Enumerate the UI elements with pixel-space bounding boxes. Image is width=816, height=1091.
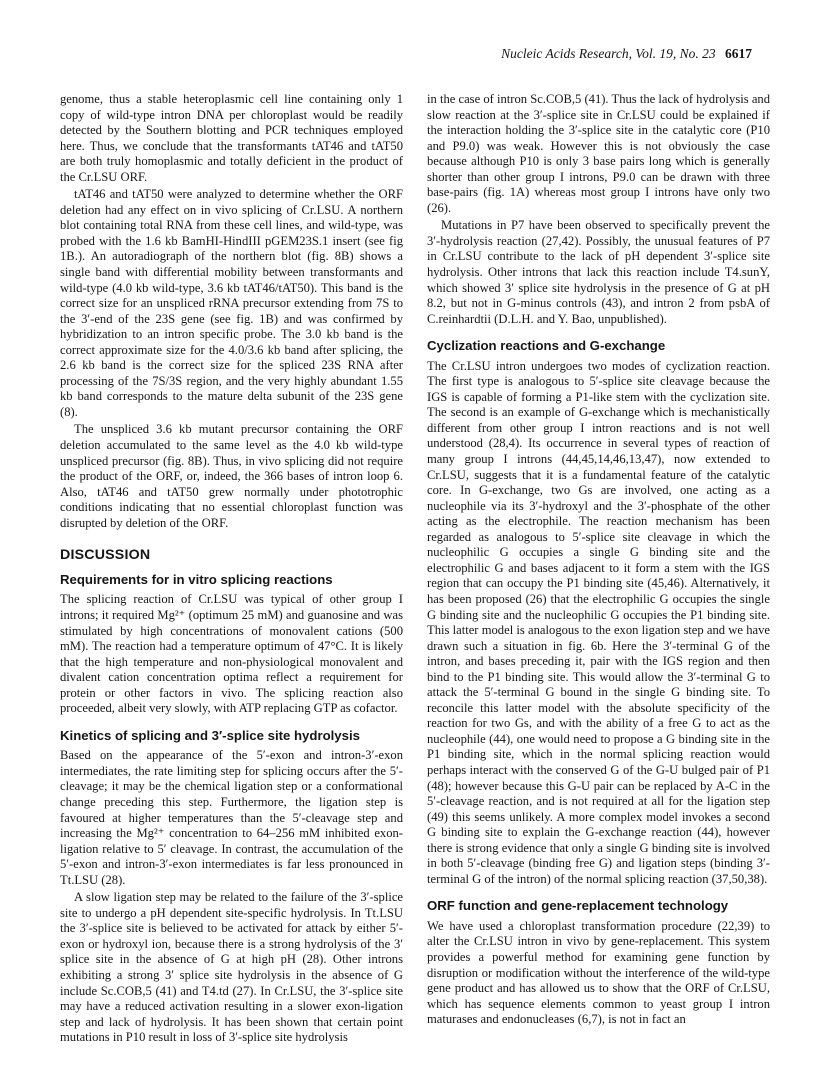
paragraph-slow-ligation: A slow ligation step may be related to the failure of the 3′-splice site to undergo a pH dependent site-specific hydrolysis. In Tt.LSU the 3′-splice site is believed to be activated for attack by either 5′-exon or hydroxyl ion, because there is a strong hydrolysis of the 3′ splice site in the absence of G at high pH (28). Other introns exhibiting a strong 3′ splice site hydrolysis in the absence of G include Sc.COB,5 (41) and T4.td (27). In Cr.LSU, the 3′-splice site may have a reduced activation resulting in a slower exon-ligation step and lack of hydrolysis. It has been shown that certain point mutations in P10 result in loss of 3′-splice site hydrolysis [60, 890, 403, 1045]
paragraph-hydrolysis-continued: in the case of intron Sc.COB,5 (41). Thus the lack of hydrolysis and slow reaction at the 3′-splice site in Cr.LSU could be explained if the interaction holding the 3′-splice site in the catalytic core (P10 and P9.0) was weak. However this is not obviously the case because although P10 is only 3 base pairs long which is generally shorter than other group I introns, P9.0 can be drawn with three base-pairs (fig. 1A) whereas most group I introns have only two (26). [427, 92, 770, 215]
requirements-heading: Requirements for in vitro splicing reactions [60, 571, 333, 587]
left-column [60, 92, 403, 1046]
orf-heading: ORF function and gene-replacement technology [427, 898, 729, 914]
paragraph-orf-deletion: The unspliced 3.6 kb mutant precursor containing the ORF deletion accumulated to the same level as the 4.0 kb wild-type unspliced precursor (fig. 8B). Thus, in vivo splicing did not require the product of the ORF, or, indeed, the 366 bases of intron loop 6. Also, tAT46 and tAT50 grew normally under phototrophic conditions indicating that no essential chloroplast function was disrupted by deletion of the ORF. [60, 422, 403, 530]
right-column [427, 92, 770, 1028]
cyclization-heading: Cyclization reactions and G-exchange [427, 338, 666, 354]
paragraph-northern-blot: tAT46 and tAT50 were analyzed to determine whether the ORF deletion had any effect on in vivo splicing of Cr.LSU. A northern blot containing total RNA from these cell lines, and wild-type, was probed with the 1.6 kb BamHI-HindIII pGEM23S.1 insert (see fig 1B.). An autoradiograph of the northern blot (fig. 8B) shows a single band with differential mobility between transformants and wild-type (4.0 kb wild-type, 3.6 kb tAT46/tAT50). This band is the correct size for an unspliced rRNA precursor extending from 7S to the 3′-end of the 23S gene (see fig. 1B) and was confirmed by hybridization to an intron specific probe. The 3.0 kb band is the correct approximate size for the 4.0/3.6 kb band after splicing, the 2.6 kb band is the correct size for the spliced 23S RNA after processing of the 7S/3S region, and the very highly abundant 1.55 kb band corresponds to the mature delta subunit of the 23S gene (8). [60, 187, 403, 419]
paragraph-splicing-requirements: The splicing reaction of Cr.LSU was typical of other group I introns; it required Mg²⁺ (optimum 25 mM) and guanosine and was stimulated by high concentrations of monovalent cations (500 mM). The reaction had a temperature optimum of 47°C. It is likely that the high temperature and non-physiological monovalent and divalent cation concentration optima reflect a requirement for protein or other factors in vivo. The splicing reaction also proceeded, albeit very slowly, with ATP replacing GTP as cofactor. [60, 592, 403, 716]
paragraph-g-exchange: The Cr.LSU intron undergoes two modes of cyclization reaction. The first type is analogous to 5′-splice site cleavage because the IGS is capable of forming a P1-like stem with the cyclization site. The second is an example of G-exchange which is mechanistically different from other group I intron reactions and is not well understood (28,4). Its occurrence in several types of reaction of many group I introns (44,45,14,46,13,47), now extended to Cr.LSU, suggests that it is a fundamental feature of the catalytic core. In G-exchange, two Gs are involved, one acting as a nucleophile via its 3′-hydroxyl and the 3′-phosphate of the other acting as the electrophile. The reaction mechanism has been regarded as analogous to 5′-splice site cleavage in which the nucleophilic G occupies a single G binding site and the electrophilic G and bases adjacent to it form a stem with the IGS region that can occupy the P1 binding site (45,46). Alternatively, it has been proposed (26) that the electrophilic G occupies the single G binding site and the nucleophilic G occupies the P1 binding site. This latter model is analogous to the exon ligation step and we have drawn such a situation in fig. 6b. Here the 3′-terminal G of the intron, and bases preceding it, pair with the IGS region and then bind to the P1 binding site. This would allow the 3′-terminal G to attack the 5′-terminal G bound in the single G binding site. To reconcile this latter model with the absolute specificity of the reaction for two Gs, and with the ability of a free G to act as the nucleophile (44), one would need to propose a G binding site in the P1 binding site, which in the normal splicing reaction would perhaps interact with the conserved G of the G-U bulged pair of P1 (48); however because this G-U pair can be replaced by A-C in the 5′-cleavage reaction, and is not required at all for the ligation step (49) this seems unlikely. A more complex model invokes a second G binding site to explain the G-exchange reaction (44), however there is strong evidence that only a single G binding site is involved in both 5′-cleavage (binding free G) and ligation steps (binding 3′-terminal G of the intron) of the normal splicing reaction (37,50,38). [427, 358, 770, 886]
running-header [501, 46, 752, 62]
paragraph-homoplasmic: genome, thus a stable heteroplasmic cell line containing only 1 copy of wild-type intron DNA per chloroplast would be readily detected by the Southern blotting and PCR techniques employed here. Thus, we conclude that the transformants tAT46 and tAT50 are both truly homoplasmic and totally deficient in the product of the Cr.LSU ORF. [60, 92, 403, 184]
page-number: 6617 [725, 46, 752, 61]
paragraph-gene-replacement: We have used a chloroplast transformation procedure (22,39) to alter the Cr.LSU intron in vivo by gene-replacement. This system provides a powerful method for examining gene function by disruption or modification without the interference of the wild-type gene product and has allowed us to show that the ORF of Cr.LSU, which has sequence elements common to yeast group I intron maturases and endonucleases (6,7), is not in fact an [427, 918, 770, 1027]
paragraph-rate-limiting: Based on the appearance of the 5′-exon and intron-3′-exon intermediates, the rate limiting step for splicing occurs after the 5′-cleavage; it may be the chemical ligation step or a conformational change preceding this step. Furthermore, the ligation step is favoured at higher temperatures than the 5′-cleavage step and increasing the Mg²⁺ concentration to 64–256 mM inhibited exon-ligation relative to 5′ cleavage. In contrast, the accumulation of the 5′-exon and intron-3′-exon intermediates is far less pronounced in Tt.LSU (28). [60, 748, 403, 887]
kinetics-heading: Kinetics of splicing and 3′-splice site hydrolysis [60, 727, 360, 743]
paragraph-p7-mutations: Mutations in P7 have been observed to specifically prevent the 3′-hydrolysis reaction (27,42). Possibly, the unusual features of P7 in Cr.LSU contribute to the lack of pH dependent 3′-splice site hydrolysis. Other introns that lack this reaction include T4.sunY, which showed 3′ splice site hydrolysis in the presence of G at pH 8.2, but not in G-minus controls (43), and intron 2 from psbA of C.reinhardtii (D.L.H. and Y. Bao, unpublished). [427, 218, 770, 326]
journal-citation: Nucleic Acids Research, Vol. 19, No. 23 [501, 46, 716, 61]
discussion-heading: DISCUSSION [60, 547, 151, 564]
